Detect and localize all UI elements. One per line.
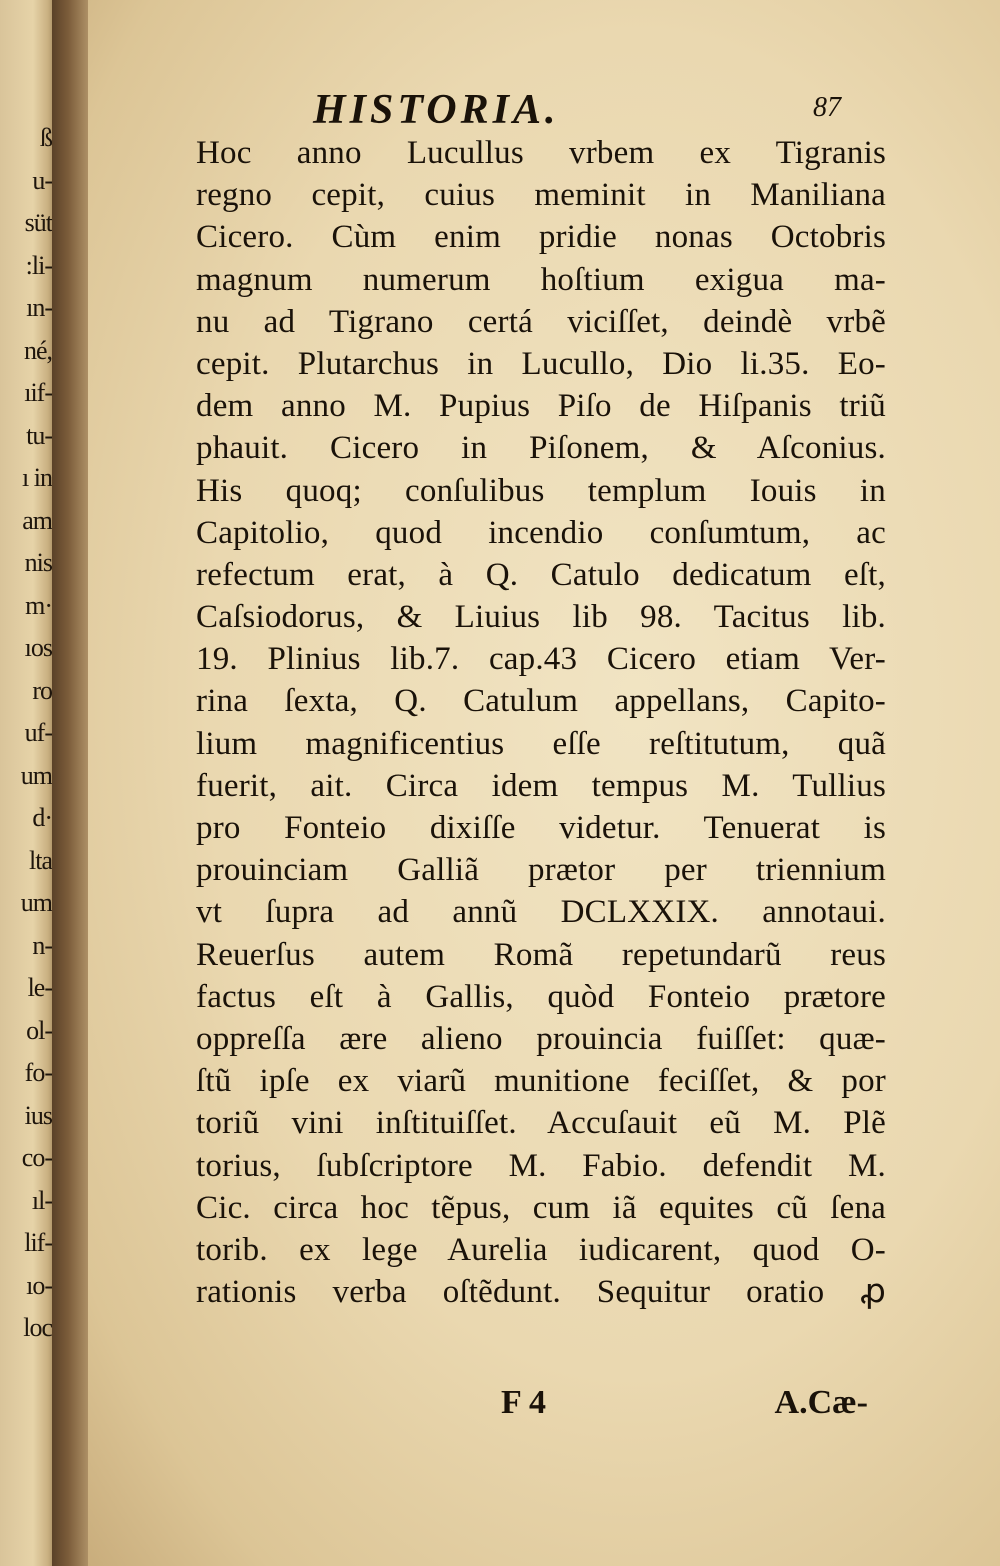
facing-page-fragment: tu- (26, 420, 52, 450)
signature-mark: F 4 (501, 1384, 547, 1421)
text-line: rina ſexta, Q. Catulum appellans, Capito- (196, 683, 886, 720)
text-line: dem anno M. Pupius Piſo de Hiſpanis triũ (196, 388, 886, 425)
book-gutter (52, 0, 92, 1566)
facing-page-fragment: :li- (25, 250, 52, 280)
text-line: Caſsiodorus, & Liuius lib 98. Tacitus lib. (196, 599, 886, 636)
text-line: factus eſt à Gallis, quòd Fonteio prætore (196, 978, 886, 1015)
page-footer (196, 1384, 886, 1424)
facing-page-fragment: um (20, 760, 52, 790)
facing-page-fragment: ıos (24, 633, 52, 662)
text-line: toriũ vini inſtituiſſet. Accuſauit eũ M. Plẽ (196, 1105, 886, 1142)
text-line: magnum numerum hoſtium exigua ma- (196, 261, 886, 298)
facing-page-fragment: ıif- (24, 378, 52, 407)
facing-page-fragment: uf- (24, 718, 52, 747)
text-line: ſtũ ipſe ex viarũ munitione feciſſet, & por (196, 1063, 886, 1100)
facing-page-fragment: fo- (24, 1058, 52, 1087)
facing-page-fragment: um (20, 888, 52, 917)
text-line: vt ſupra ad annũ DCLXXIX. annotaui. (196, 894, 886, 931)
facing-page-fragment: ol- (26, 1015, 52, 1045)
text-line: phauit. Cicero in Piſonem, & Aſconius. (196, 430, 886, 467)
facing-page-fragment: u- (32, 165, 52, 195)
text-line: Cicero. Cùm enim pridie nonas Octobris (196, 219, 886, 256)
text-line: Hoc anno Lucullus vrbem ex Tigranis (196, 135, 886, 171)
text-line: torius, ſubſcriptore M. Fabio. defendit M. (196, 1147, 886, 1184)
facing-page-fragment: ß (40, 123, 52, 152)
facing-page-fragment: ro (32, 675, 52, 705)
facing-page-fragment: am (22, 505, 52, 535)
facing-page-fragment: ı in (22, 463, 52, 492)
text-line: cepit. Plutarchus in Lucullo, Dio li.35. Eo- (196, 345, 886, 382)
catchword: A.Cæ- (774, 1384, 868, 1421)
facing-page-fragment: ıl- (31, 1185, 52, 1215)
text-line: torib. ex lege Aurelia iudicarent, quod O- (196, 1231, 886, 1268)
facing-page-fragment: ıo- (26, 1270, 52, 1300)
facing-page-fragment: n- (32, 930, 52, 960)
text-line: lium magnificentius eſſe reſtitutum, quã (196, 725, 886, 762)
text-line: His quoq; conſulibus templum Iouis in (196, 472, 886, 509)
facing-page-fragment: lif- (24, 1228, 52, 1257)
facing-page-fragment: m· (25, 590, 52, 620)
body-text (196, 132, 886, 1313)
text-line: Reuerſus autem Romã repetundarũ reus (196, 936, 886, 973)
text-line: nu ad Tigrano certá viciſſet, deindè vrbẽ (196, 303, 886, 340)
facing-page-fragment: süt (24, 208, 52, 237)
text-line: Cic. circa hoc tẽpus, cum iã equites cũ ſena (196, 1189, 886, 1226)
text-line: rationis verba oſtẽdunt. Sequitur oratio ꝓ (196, 1274, 886, 1311)
text-line: refectum erat, à Q. Catulo dedicatum eſt, (196, 556, 886, 593)
facing-page-fragment: né, (23, 335, 52, 365)
facing-page-fragment: ın- (26, 293, 52, 322)
text-line: oppreſſa ære alieno prouincia fuiſſet: quæ- (196, 1020, 886, 1057)
facing-page-fragment: loc (23, 1313, 52, 1342)
text-line: pro Fonteio dixiſſe videtur. Tenuerat is (196, 810, 886, 846)
book-page (88, 0, 1000, 1566)
facing-page-fragment: le- (27, 973, 52, 1002)
facing-page-fragment: d· (32, 803, 52, 832)
facing-page-fragment: lta (29, 845, 52, 875)
text-line: fuerit, ait. Circa idem tempus M. Tullius (196, 767, 886, 804)
page-number: 87 (813, 92, 841, 123)
running-title: HISTORIA. (313, 87, 560, 133)
facing-page-fragment: nis (24, 548, 52, 577)
text-line: 19. Plinius lib.7. cap.43 Cicero etiam Ver- (196, 641, 886, 678)
text-line: prouinciam Galliã prætor per triennium (196, 852, 886, 889)
facing-page-edge (0, 0, 60, 1566)
running-header (313, 86, 873, 136)
facing-page-fragment: ius (24, 1100, 52, 1130)
text-line: regno cepit, cuius meminit in Maniliana (196, 177, 886, 214)
facing-page-fragment: co- (21, 1143, 52, 1172)
text-line: Capitolio, quod incendio conſumtum, ac (196, 514, 886, 551)
